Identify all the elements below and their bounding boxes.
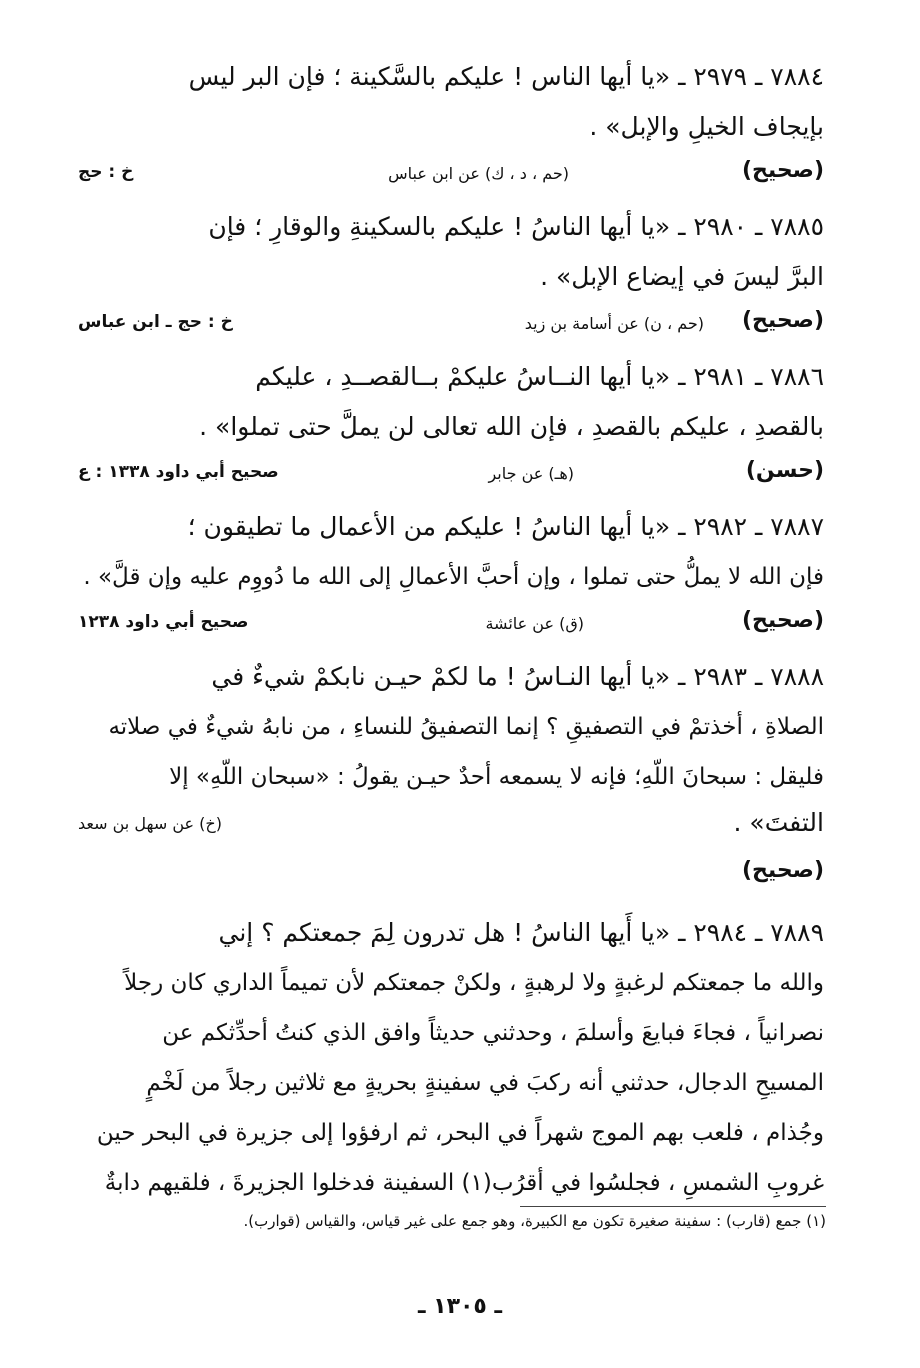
- source-label: (ق) عن عائشة: [485, 614, 584, 633]
- source-label: (حم ، د ، ك) عن ابن عباس: [388, 164, 569, 183]
- hadith-meta: [78, 452, 824, 502]
- grade-label: (صحيح): [741, 158, 824, 183]
- hadith-text-line: فليقل : سبحانَ اللّهِ؛ فإنه لا يسمعه أحدٌ حيـن يقولُ : «سبحان اللّهِ» إلا: [169, 764, 824, 790]
- source-label: (خ) عن سهل بن سعد: [78, 814, 222, 833]
- footnote: (١) جمع (قارب) : سفينة صغيرة تكون مع الكبيرة، وهو جمع على غير قياس، والقياس (قوارب).: [243, 1212, 826, 1230]
- hadith-text-line: وجُذام ، فلعب بهم الموج شهراً في البحر، ثم ارفؤوا إلى جزيرة في البحر حين: [96, 1120, 824, 1146]
- grade-label: (صحيح): [741, 308, 824, 333]
- grade-label: (صحيح): [741, 608, 824, 633]
- hadith-text-line: غروبِ الشمسِ ، فجلسُوا في أقرُب(١) السفينة فدخلوا الجزيرةَ ، فلقيهم دابةٌ: [104, 1170, 824, 1196]
- hadith-text-line: ٧٨٨٧ ـ ٢٩٨٢ ـ «يا أيها الناسُ ! عليكم من الأعمال ما تطيقون ؛: [187, 512, 824, 541]
- hadith-meta: [78, 302, 824, 352]
- hadith-text-line: التفتَ» .: [733, 808, 824, 837]
- reference-label: خ : حج: [78, 162, 134, 182]
- hadith-text-line: فإن الله لا يملُّ حتى تملوا ، وإن أحبَّ الأعمالِ إلى الله ما دُووِم عليه وإن قلَّ» .: [83, 564, 824, 590]
- reference-label: صحيح أبي داود ١٢٣٨: [78, 612, 249, 632]
- hadith-text-line: ٧٨٨٨ ـ ٢٩٨٣ ـ «يا أيها النـاسُ ! ما لكمْ حيـن نابكمْ شيءٌ في: [211, 662, 824, 691]
- hadith-entry: [78, 202, 824, 352]
- source-label: (هـ) عن جابر: [488, 464, 574, 483]
- hadith-text-line: بالقصدِ ، عليكم بالقصدِ ، فإن الله تعالى لن يملَّ حتى تملوا» .: [199, 412, 824, 441]
- hadith-meta: [78, 852, 824, 908]
- footnote-divider: [520, 1206, 826, 1207]
- grade-label: (صحيح): [741, 858, 824, 883]
- hadith-entry: [78, 908, 824, 1208]
- hadith-meta: [78, 152, 824, 202]
- grade-label: (حسن): [745, 458, 824, 483]
- hadith-entry: [78, 502, 824, 652]
- hadith-meta: [78, 602, 824, 652]
- hadith-text-line: الصلاةِ ، أخذتمْ في التصفيقِ ؟ إنما التصفيقُ للنساءِ ، من نابهُ شيءٌ في صلاته: [108, 714, 824, 740]
- hadith-text-line: ٧٨٨٤ ـ ٢٩٧٩ ـ «يا أيها الناس ! عليكم بالسَّكينة ؛ فإن البر ليس: [188, 62, 824, 91]
- hadith-entry: [78, 652, 824, 908]
- hadith-text-line: بإيجاف الخيلِ والإبل» .: [589, 112, 824, 141]
- hadith-entry: [78, 52, 824, 202]
- page-number: ـ ١٣٠٥ ـ: [417, 1294, 503, 1319]
- hadith-text-line: ٧٨٨٦ ـ ٢٩٨١ ـ «يا أيها النــاسُ عليكمْ بــالقصــدِ ، عليكم: [255, 362, 824, 391]
- hadith-entry: [78, 352, 824, 502]
- reference-label: خ : حج ـ ابن عباس: [78, 312, 233, 332]
- reference-label: صحيح أبي داود ١٣٣٨ : ع: [78, 462, 279, 482]
- source-label: (حم ، ن) عن أسامة بن زيد: [524, 314, 704, 333]
- hadith-meta: [78, 802, 824, 852]
- hadith-text-line: ٧٨٨٩ ـ ٢٩٨٤ ـ «يا أَيها الناسُ ! هل تدرون لِمَ جمعتكم ؟ إني: [218, 918, 824, 947]
- hadith-text-line: ٧٨٨٥ ـ ٢٩٨٠ ـ «يا أيها الناسُ ! عليكم بالسكينةِ والوقارِ ؛ فإن: [208, 212, 824, 241]
- hadith-list: [78, 52, 824, 1208]
- hadith-text-line: نصرانياً ، فجاءَ فبايعَ وأسلمَ ، وحدثني حديثاً وافق الذي كنتُ أحدِّثكم عن: [162, 1020, 824, 1046]
- hadith-text-line: البرَّ ليسَ في إيضاع الإبل» .: [540, 262, 824, 291]
- hadith-text-line: والله ما جمعتكم لرغبةٍ ولا لرهبةٍ ، ولكنْ جمعتكم لأن تميماً الداري كان رجلاً: [124, 970, 824, 996]
- hadith-text-line: المسيحِ الدجال، حدثني أنه ركبَ في سفينةٍ بحريةٍ مع ثلاثين رجلاً من لَخْمٍ: [146, 1070, 824, 1096]
